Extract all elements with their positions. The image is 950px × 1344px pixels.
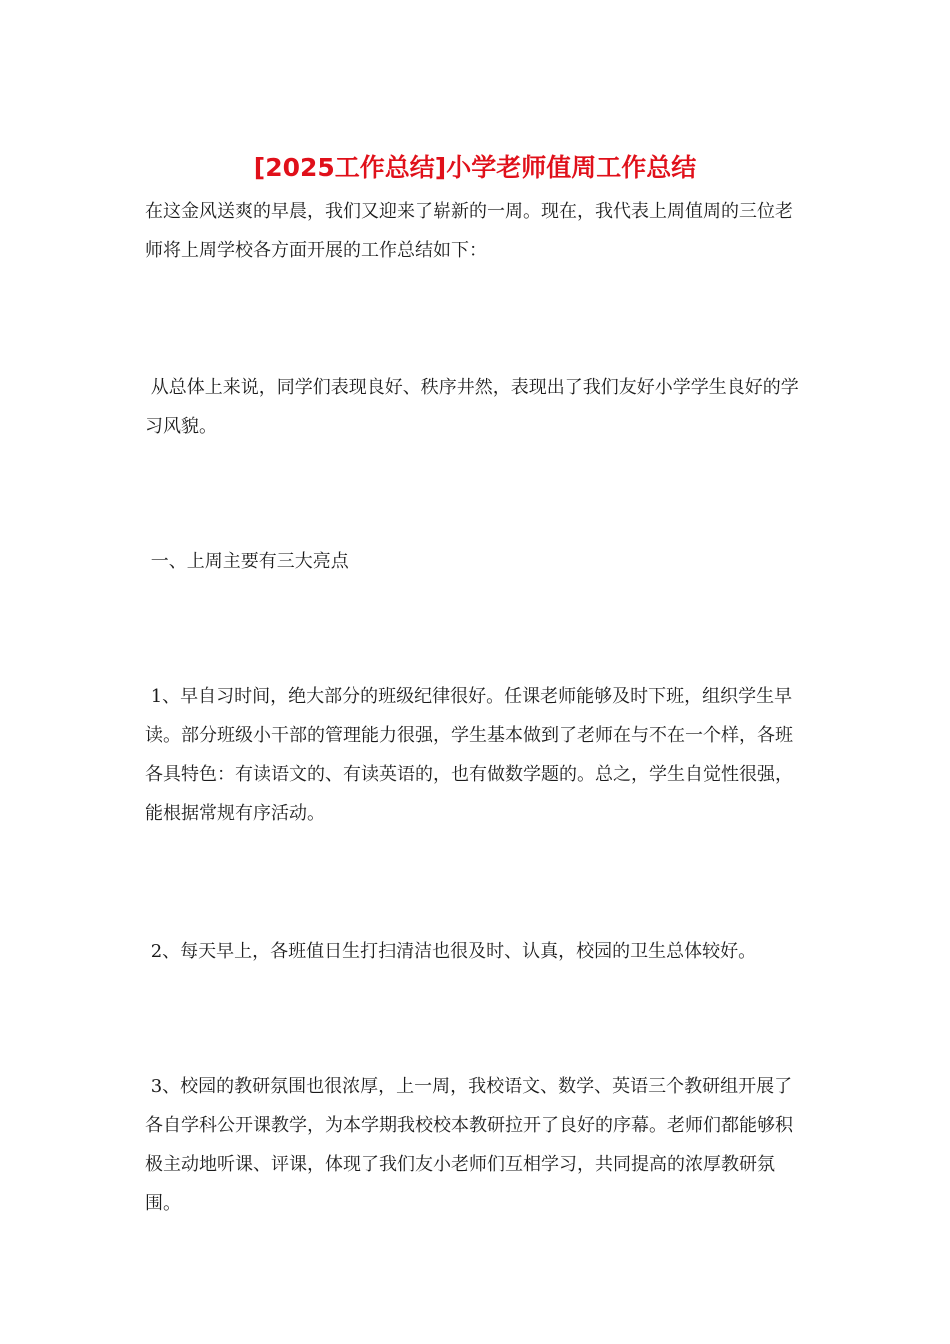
section-heading-highlights: 一、上周主要有三大亮点 bbox=[145, 551, 349, 572]
paragraph-highlight-3: 3、校园的教研氛围也很浓厚，上一周，我校语文、数学、英语三个教研组开展了各自学科公开课教学，为本学期我校校本教研拉开了良好的序幕。老师们都能够积极主动地听课、评课，体现了我们友小老师们互相学习，共同提高的浓厚教研氛围。 bbox=[145, 1076, 793, 1214]
document-title: [2025工作总结]小学老师值周工作总结 bbox=[253, 153, 697, 182]
paragraph-overview: 从总体上来说，同学们表现良好、秩序井然，表现出了我们友好小学学生良好的学习风貌。 bbox=[145, 377, 799, 437]
paragraph-highlight-1: 1、早自习时间，绝大部分的班级纪律很好。任课老师能够及时下班，组织学生早读。部分班级小干部的管理能力很强，学生基本做到了老师在与不在一个样，各班各具特色：有读语文的、有读英语的，也有做数学题的。总之，学生自觉性很强，能根据常规有序活动。 bbox=[145, 686, 793, 824]
paragraph-intro: 在这金风送爽的早晨，我们又迎来了崭新的一周。现在，我代表上周值周的三位老师将上周学校各方面开展的工作总结如下： bbox=[145, 201, 793, 261]
paragraph-highlight-2: 2、每天早上，各班值日生打扫清洁也很及时、认真，校园的卫生总体较好。 bbox=[145, 941, 757, 962]
